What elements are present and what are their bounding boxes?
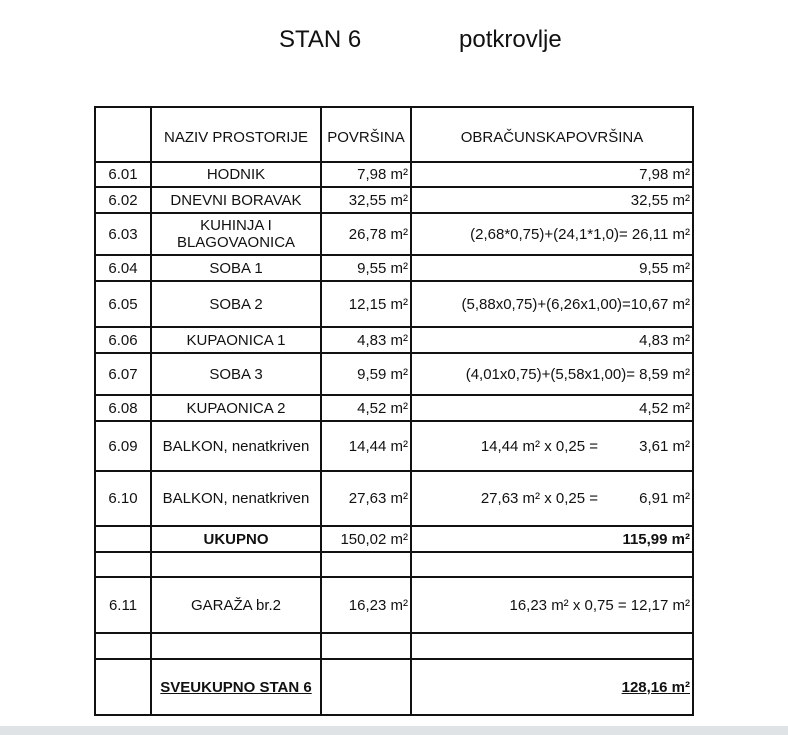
total-area: 150,02 m² xyxy=(321,526,411,552)
room-area: 27,63 m² xyxy=(321,471,411,526)
table-row xyxy=(95,213,693,255)
grand-total-label: SVEUKUPNO STAN 6 xyxy=(151,659,321,715)
room-number: 6.03 xyxy=(95,213,151,255)
table-row xyxy=(95,255,693,281)
room-name: KUPAONICA 2 xyxy=(151,395,321,421)
room-calc-area: 7,98 m² xyxy=(411,162,693,187)
total-label: UKUPNO xyxy=(151,526,321,552)
room-name: BALKON, nenatkriven xyxy=(151,471,321,526)
table-row xyxy=(95,187,693,213)
header-area: POVRŠINA xyxy=(321,107,411,162)
garage-calc-area: 16,23 m² x 0,75 = 12,17 m² xyxy=(411,577,693,633)
garage-number: 6.11 xyxy=(95,577,151,633)
apartment-title: STAN 6 xyxy=(279,26,362,53)
room-area: 26,78 m² xyxy=(321,213,411,255)
room-name: SOBA 1 xyxy=(151,255,321,281)
garage-area: 16,23 m² xyxy=(321,577,411,633)
spacer-row xyxy=(95,552,693,577)
room-area: 4,52 m² xyxy=(321,395,411,421)
room-calc-area: 9,55 m² xyxy=(411,255,693,281)
bottom-strip xyxy=(0,726,788,735)
room-area: 9,59 m² xyxy=(321,353,411,395)
room-number: 6.07 xyxy=(95,353,151,395)
table-row xyxy=(95,421,693,471)
room-number: 6.02 xyxy=(95,187,151,213)
spacer-row xyxy=(95,633,693,659)
room-area: 4,83 m² xyxy=(321,327,411,353)
calc-formula: 27,63 m² x 0,25 = xyxy=(480,490,598,507)
room-area: 14,44 m² xyxy=(321,421,411,471)
room-calc-area: (2,68*0,75)+(24,1*1,0)= 26,11 m² xyxy=(411,213,693,255)
calc-formula: 14,44 m² x 0,25 = xyxy=(480,437,598,455)
calc-result: 3,61 m² xyxy=(639,437,690,455)
table-row xyxy=(95,281,693,327)
room-name: DNEVNI BORAVAK xyxy=(151,187,321,213)
room-area-table xyxy=(94,106,694,716)
room-number: 6.09 xyxy=(95,421,151,471)
table-row xyxy=(95,162,693,187)
table-row xyxy=(95,353,693,395)
room-calc-area xyxy=(411,421,693,471)
total-row xyxy=(95,526,693,552)
room-calc-area: 4,52 m² xyxy=(411,395,693,421)
total-calc-area: 115,99 m² xyxy=(411,526,693,552)
room-calc-area: (4,01x0,75)+(5,58x1,00)= 8,59 m² xyxy=(411,353,693,395)
room-name: SOBA 3 xyxy=(151,353,321,395)
room-area: 9,55 m² xyxy=(321,255,411,281)
room-name: KUPAONICA 1 xyxy=(151,327,321,353)
table-row xyxy=(95,471,693,526)
room-area: 32,55 m² xyxy=(321,187,411,213)
room-number: 6.04 xyxy=(95,255,151,281)
room-name: BALKON, nenatkriven xyxy=(151,421,321,471)
garage-name: GARAŽA br.2 xyxy=(151,577,321,633)
floor-title: potkrovlje xyxy=(459,26,562,53)
room-number: 6.06 xyxy=(95,327,151,353)
header-room-name: NAZIV PROSTORIJE xyxy=(151,107,321,162)
grand-total-calc-area: 128,16 m² xyxy=(411,659,693,715)
room-calc-area: 4,83 m² xyxy=(411,327,693,353)
room-calc-area: 32,55 m² xyxy=(411,187,693,213)
table-row xyxy=(95,327,693,353)
room-number: 6.01 xyxy=(95,162,151,187)
room-calc-area xyxy=(411,471,693,526)
table-row xyxy=(95,395,693,421)
room-name: SOBA 2 xyxy=(151,281,321,327)
room-area: 7,98 m² xyxy=(321,162,411,187)
garage-row xyxy=(95,577,693,633)
room-number: 6.10 xyxy=(95,471,151,526)
room-name: KUHINJA I BLAGOVAONICA xyxy=(151,213,321,255)
table-header-row xyxy=(95,107,693,162)
room-number: 6.05 xyxy=(95,281,151,327)
grand-total-row xyxy=(95,659,693,715)
room-name: HODNIK xyxy=(151,162,321,187)
header-calc-area: OBRAČUNSKAPOVRŠINA xyxy=(411,107,693,162)
header-number xyxy=(95,107,151,162)
room-area: 12,15 m² xyxy=(321,281,411,327)
room-number: 6.08 xyxy=(95,395,151,421)
room-calc-area: (5,88x0,75)+(6,26x1,00)=10,67 m² xyxy=(411,281,693,327)
calc-result: 6,91 m² xyxy=(639,490,690,507)
